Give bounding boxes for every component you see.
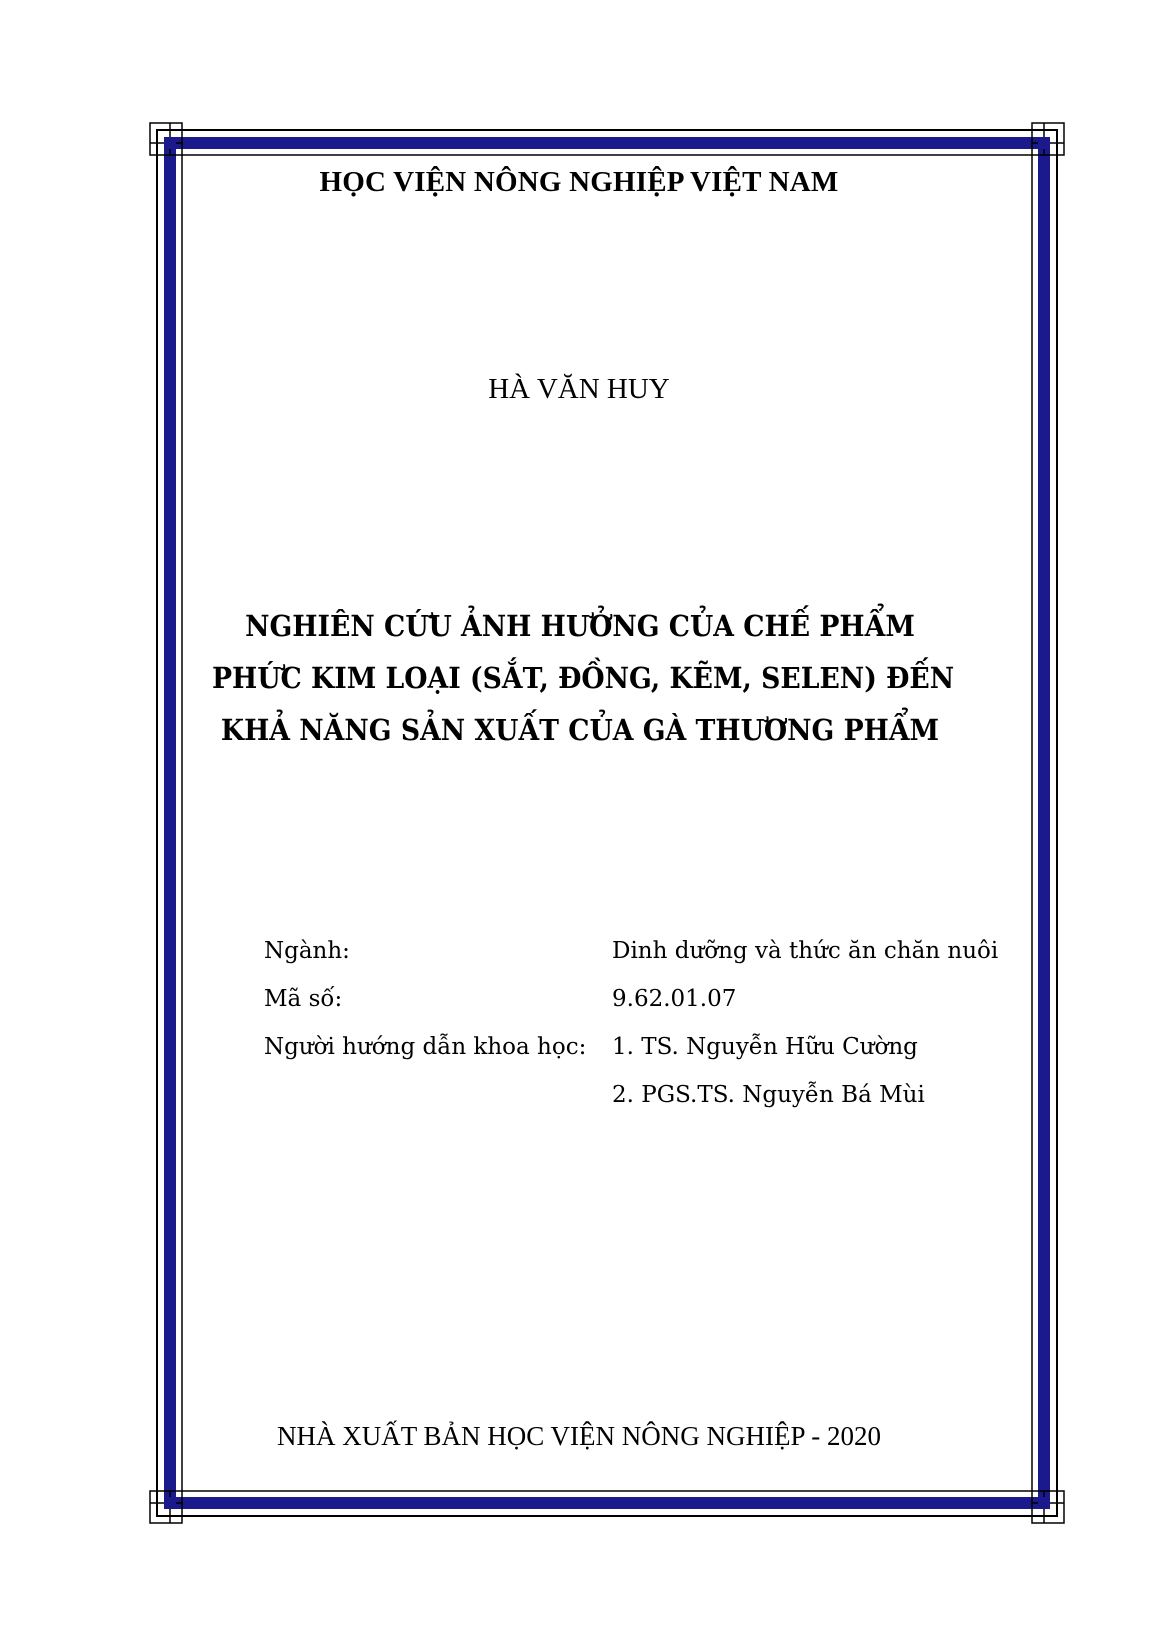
advisor-label: Người hướng dẫn khoa học: xyxy=(264,1034,587,1060)
major-value: Dinh dưỡng và thức ăn chăn nuôi xyxy=(612,938,999,964)
author-name: HÀ VĂN HUY xyxy=(488,373,670,405)
major-label: Ngành: xyxy=(264,938,350,964)
publisher-line: NHÀ XUẤT BẢN HỌC VIỆN NÔNG NGHIỆP - 2020 xyxy=(277,1421,881,1451)
title-line: NGHIÊN CỨU ẢNH HƯỞNG CỦA CHẾ PHẨM xyxy=(245,609,915,643)
code-label: Mã số: xyxy=(264,986,343,1012)
thesis-title xyxy=(212,600,955,756)
code-value: 9.62.01.07 xyxy=(612,986,737,1012)
advisor-name: 1. TS. Nguyễn Hữu Cường xyxy=(612,1034,918,1060)
title-line: PHỨC KIM LOẠI (SẮT, ĐỒNG, KẼM, SELEN) ĐẾN xyxy=(212,661,955,695)
title-line: KHẢ NĂNG SẢN XUẤT CỦA GÀ THƯƠNG PHẨM xyxy=(220,713,940,747)
institution-name: HỌC VIỆN NÔNG NGHIỆP VIỆT NAM xyxy=(319,166,839,198)
advisor-name: 2. PGS.TS. Nguyễn Bá Mùi xyxy=(612,1082,925,1108)
